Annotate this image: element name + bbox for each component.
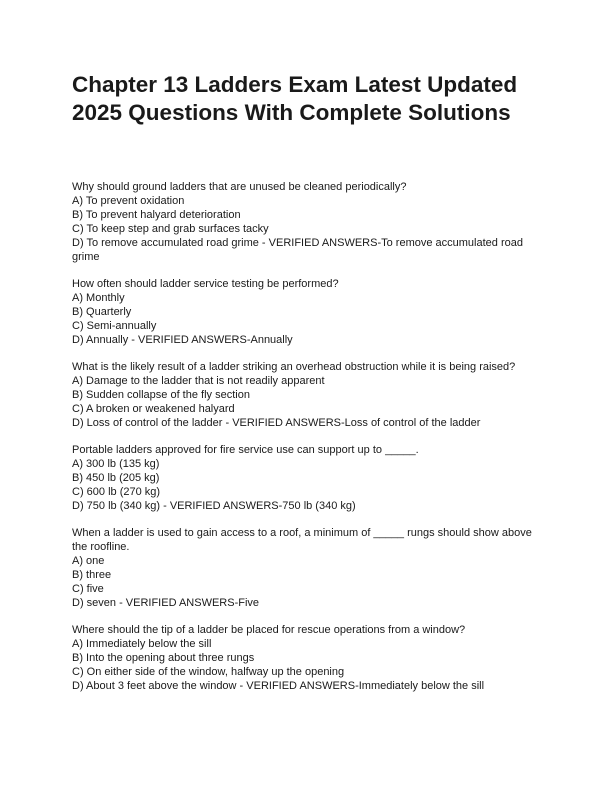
question-block (72, 624, 547, 694)
answer-option: A) Damage to the ladder that is not readily apparent (72, 374, 325, 387)
answer-option: A) Monthly (72, 291, 125, 304)
answer-option: B) Quarterly (72, 305, 132, 318)
answer-option: C) On either side of the window, halfway up the opening (72, 665, 345, 678)
question-prompt: Why should ground ladders that are unused be cleaned periodically? (72, 181, 407, 193)
answer-option: A) one (72, 554, 105, 567)
question-block (72, 444, 547, 514)
answer-option: B) Into the opening about three rungs (72, 651, 255, 664)
answer-option: B) 450 lb (205 kg) (72, 471, 160, 484)
answer-option: C) A broken or weakened halyard (72, 402, 235, 415)
answer-option: A) Immediately below the sill (72, 637, 212, 650)
answer-option-with-solution: D) To remove accumulated road grime - VERIFIED ANSWERS-To remove accumulated road grime (72, 236, 523, 263)
answer-option: C) Semi-annually (72, 319, 157, 332)
question-prompt: When a ladder is used to gain access to a roof, a minimum of _____ rungs should show above the roofline. (72, 527, 532, 553)
answer-option: C) five (72, 582, 104, 595)
question-prompt: How often should ladder service testing be performed? (72, 277, 339, 290)
question-prompt: Portable ladders approved for fire service use can support up to _____. (72, 444, 419, 456)
answer-option-with-solution: D) seven - VERIFIED ANSWERS-Five (72, 596, 260, 609)
answer-option: B) To prevent halyard deterioration (72, 208, 241, 221)
question-block (72, 527, 547, 610)
answer-option-with-solution: D) 750 lb (340 kg) - VERIFIED ANSWERS-750 lb (340 kg) (72, 499, 356, 512)
question-block (72, 361, 547, 431)
answer-option-with-solution: D) About 3 feet above the window - VERIFIED ANSWERS-Immediately below the sill (72, 679, 485, 692)
question-prompt: Where should the tip of a ladder be placed for rescue operations from a window? (72, 623, 466, 636)
answer-option: B) Sudden collapse of the fly section (72, 388, 250, 401)
answer-option: C) 600 lb (270 kg) (72, 485, 161, 498)
question-block (72, 181, 547, 264)
document-title: Chapter 13 Ladders Exam Latest Updated 2025 Questions With Complete Solutions (72, 72, 518, 125)
question-list (72, 181, 547, 707)
answer-option: A) 300 lb (135 kg) (72, 457, 160, 470)
answer-option-with-solution: D) Loss of control of the ladder - VERIFIED ANSWERS-Loss of control of the ladder (72, 416, 481, 429)
question-block (72, 278, 547, 348)
answer-option: C) To keep step and grab surfaces tacky (72, 222, 269, 235)
answer-option: A) To prevent oxidation (72, 194, 185, 207)
question-prompt: What is the likely result of a ladder striking an overhead obstruction while it is being raised? (72, 360, 516, 373)
answer-option-with-solution: D) Annually - VERIFIED ANSWERS-Annually (72, 333, 293, 346)
answer-option: B) three (72, 568, 112, 581)
